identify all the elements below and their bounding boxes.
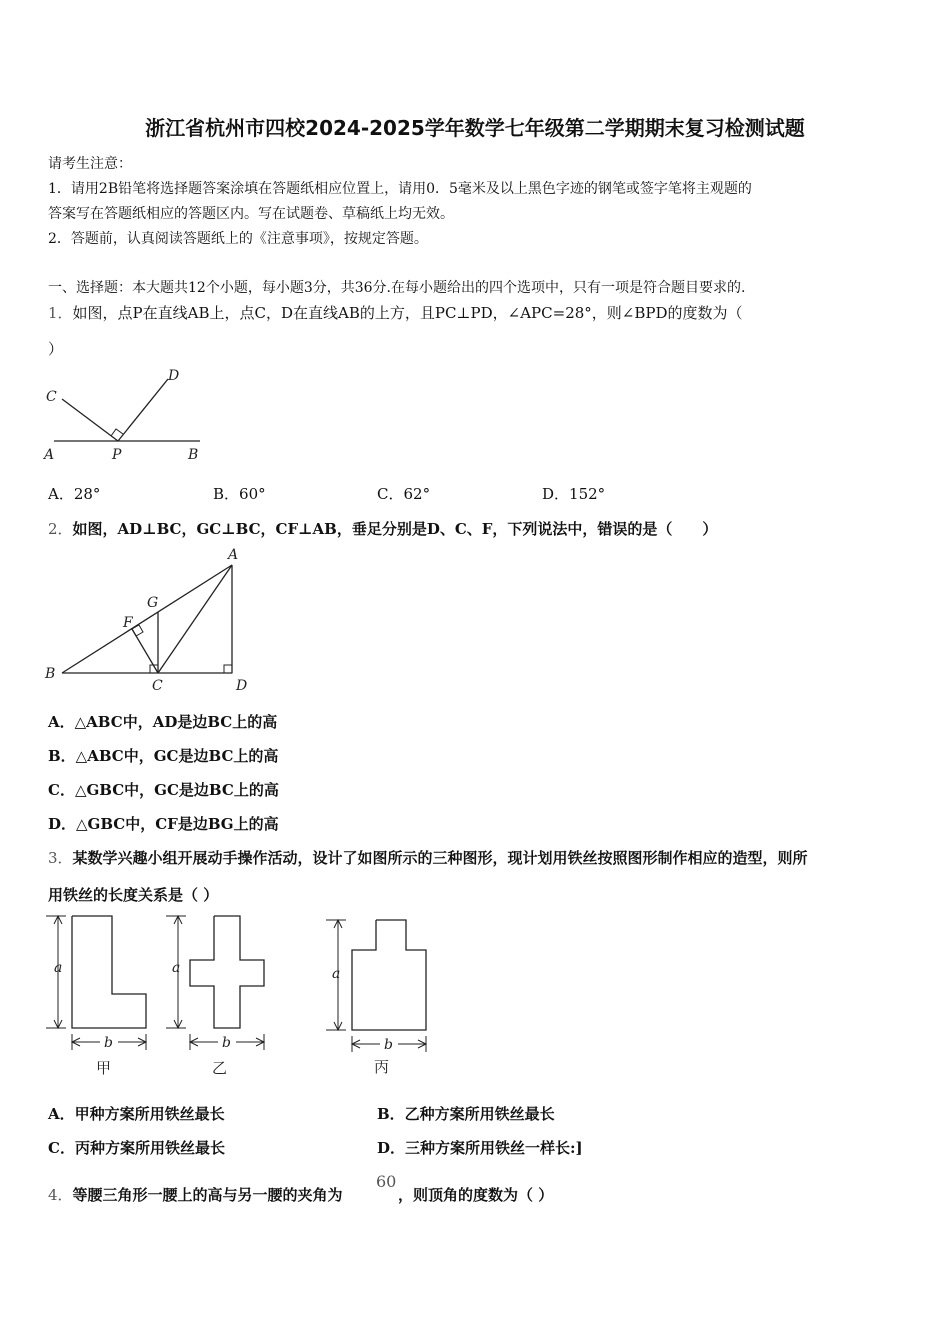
- q3-option-a[interactable]: A．甲种方案所用铁丝最长: [48, 1105, 225, 1123]
- shape-jia: [46, 916, 146, 1077]
- label-P: P: [112, 447, 122, 463]
- figure-q3: [40, 910, 440, 1080]
- q1-option-d[interactable]: D．152°: [542, 485, 606, 503]
- shape-yi: [166, 916, 264, 1077]
- label-D: D: [168, 368, 180, 384]
- shape-bing: [326, 920, 426, 1076]
- question-2: [48, 518, 717, 539]
- label-G: G: [147, 595, 159, 611]
- q1-option-b[interactable]: B．60°: [213, 485, 266, 503]
- figure-q2: [40, 545, 260, 695]
- caption-bing: 丙: [374, 1058, 390, 1076]
- label-b: b: [104, 1035, 113, 1051]
- notice-line-1: 1．请用2B铅笔将选择题答案涂填在答题纸相应位置上，请用0．5毫米及以上黑色字迹的钢笔或签字笔将主观题的: [48, 181, 752, 197]
- label-b: b: [222, 1035, 231, 1051]
- q1-option-c[interactable]: C．62°: [377, 485, 431, 503]
- page-title: 浙江省杭州市四校2024-2025学年数学七年级第二学期期末复习检测试题: [145, 116, 805, 140]
- question-number: 4．: [48, 1186, 73, 1204]
- q2-option-a[interactable]: A．△ABC中，AD是边BC上的高: [48, 713, 278, 731]
- caption-yi: 乙: [212, 1059, 228, 1077]
- question-number: 2．: [48, 520, 73, 538]
- label-B: B: [45, 666, 56, 682]
- label-b: b: [384, 1037, 393, 1053]
- q2-option-c[interactable]: C．△GBC中，GC是边BC上的高: [48, 781, 279, 799]
- notice-line-2: 答案写在答题纸相应的答题区内。写在试题卷、草稿纸上均无效。: [48, 206, 454, 222]
- question-number: 3．: [48, 849, 73, 867]
- label-a: a: [54, 960, 63, 976]
- notice-line-3: 2．答题前，认真阅读答题纸上的《注意事项》，按规定答题。: [48, 231, 428, 247]
- q3-option-b[interactable]: B．乙种方案所用铁丝最长: [377, 1105, 555, 1123]
- label-a: a: [332, 966, 341, 982]
- question-1-cont: ）: [48, 340, 64, 358]
- question-text: 如图，点P在直线AB上，点C，D在直线AB的上方，且PC⊥PD，∠APC=28°，则∠BPD的度数为（: [72, 304, 743, 322]
- label-B: B: [188, 447, 199, 463]
- q2-option-d[interactable]: D．△GBC中，CF是边BG上的高: [48, 815, 279, 833]
- label-D: D: [236, 678, 248, 694]
- angle-value: 60: [376, 1172, 397, 1191]
- question-number: 1．: [48, 304, 73, 322]
- question-3-cont: 用铁丝的长度关系是（ ）: [48, 886, 219, 904]
- label-A: A: [44, 447, 55, 463]
- question-4: [48, 1184, 343, 1205]
- q2-option-b[interactable]: B．△ABC中，GC是边BC上的高: [48, 747, 279, 765]
- q3-option-d[interactable]: D．三种方案所用铁丝一样长:]: [377, 1139, 583, 1157]
- question-3: [48, 847, 808, 868]
- question-4-cont: ，则顶角的度数为（ ）: [398, 1186, 554, 1204]
- question-1: [48, 302, 743, 323]
- question-text: 某数学兴趣小组开展动手操作活动，设计了如图所示的三种图形，现计划用铁丝按照图形制作相应的造型，则所: [72, 849, 808, 867]
- label-C: C: [46, 389, 57, 405]
- notice-heading: 请考生注意：: [48, 156, 132, 172]
- label-a: a: [172, 960, 181, 976]
- q1-option-a[interactable]: A．28°: [48, 485, 101, 503]
- figure-q1: [40, 365, 210, 465]
- label-A: A: [228, 547, 239, 563]
- question-text: 等腰三角形一腰上的高与另一腰的夹角为: [72, 1186, 343, 1204]
- question-text: 如图，AD⊥BC，GC⊥BC，CF⊥AB，垂足分别是D、C、F，下列说法中，错误的是（ ）: [72, 520, 718, 538]
- caption-jia: 甲: [96, 1059, 112, 1077]
- label-F: F: [123, 615, 133, 631]
- q3-option-c[interactable]: C．丙种方案所用铁丝最长: [48, 1139, 225, 1157]
- label-C: C: [152, 678, 163, 694]
- section-heading: 一、选择题：本大题共12个小题，每小题3分，共36分.在每小题给出的四个选项中，只有一项是符合题目要求的.: [48, 280, 746, 296]
